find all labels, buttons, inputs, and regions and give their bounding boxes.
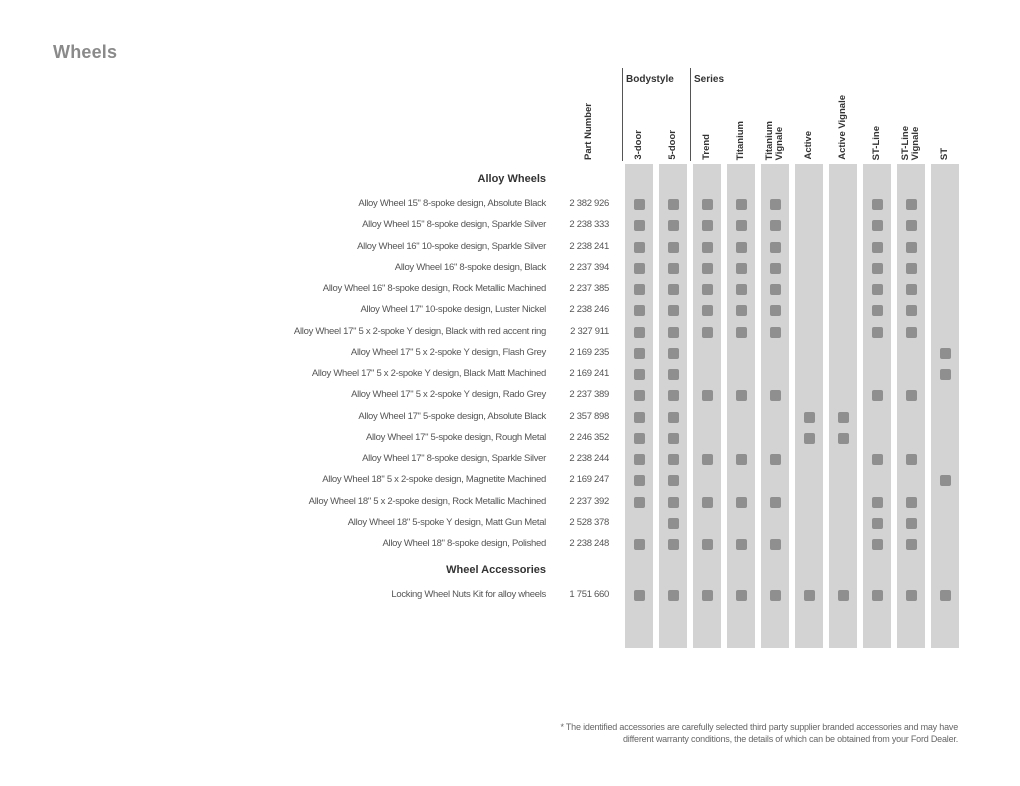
- row-part-number: 2 237 394: [569, 261, 609, 273]
- availability-dot: [770, 539, 781, 550]
- availability-dot: [872, 497, 883, 508]
- availability-dot: [668, 539, 679, 550]
- column-header-label: 5-door: [667, 130, 678, 160]
- availability-dot: [872, 220, 883, 231]
- availability-dot: [634, 305, 645, 316]
- availability-dot: [940, 369, 951, 380]
- row-label: Alloy Wheel 17" 5-spoke design, Absolute Black: [358, 410, 546, 422]
- availability-dot: [634, 412, 645, 423]
- availability-dot: [668, 390, 679, 401]
- row-part-number: 2 327 911: [570, 325, 609, 337]
- row-part-number: 2 382 926: [569, 198, 609, 209]
- availability-dot: [736, 454, 747, 465]
- column-bar-9: [931, 164, 959, 648]
- availability-dot: [906, 497, 917, 508]
- availability-dot: [634, 454, 645, 465]
- row-part-number: 2 357 898: [569, 410, 609, 422]
- availability-dot: [736, 242, 747, 253]
- availability-dot: [668, 242, 679, 253]
- row-label: Alloy Wheel 15" 8-spoke design, Sparkle Silver: [362, 219, 546, 231]
- availability-dot: [940, 348, 951, 359]
- row-label: Alloy Wheel 17" 5 x 2-spoke Y design, Black Matt Machined: [311, 368, 546, 379]
- availability-dot: [634, 475, 645, 486]
- row-label: Alloy Wheel 17" 5 x 2-spoke Y design, Black with red accent ring: [293, 325, 546, 337]
- availability-dot: [872, 539, 883, 550]
- availability-dot: [634, 242, 645, 253]
- availability-dot: [906, 199, 917, 210]
- availability-dot: [668, 518, 679, 529]
- row-part-number: 2 238 246: [569, 304, 609, 316]
- column-header-label: Active: [803, 131, 814, 160]
- availability-dot: [906, 590, 917, 601]
- row-label: Alloy Wheel 18" 5 x 2-spoke design, Rock Metallic Machined: [308, 495, 546, 507]
- availability-dot: [702, 242, 713, 253]
- availability-dot: [770, 327, 781, 338]
- availability-dot: [906, 263, 917, 274]
- availability-dot: [770, 390, 781, 401]
- availability-dot: [906, 390, 917, 401]
- row-label: Alloy Wheel 18" 8-spoke design, Polished: [382, 538, 546, 549]
- column-bar-4: [761, 164, 789, 648]
- row-label: Alloy Wheel 16" 10-spoke design, Sparkle Silver: [357, 240, 546, 252]
- row-label: Alloy Wheel 17" 5 x 2-spoke Y design, Rado Grey: [351, 389, 546, 401]
- page-title: Wheels: [53, 42, 118, 62]
- availability-dot: [668, 305, 679, 316]
- availability-dot: [668, 590, 679, 601]
- row-label: Alloy Wheel 17" 5 x 2-spoke Y design, Flash Grey: [350, 346, 546, 358]
- column-bar-3: [727, 164, 755, 648]
- column-header-7: [863, 126, 891, 160]
- row-part-number: 2 237 385: [569, 283, 609, 294]
- availability-dot: [634, 433, 645, 444]
- availability-dot: [668, 475, 679, 486]
- availability-dot: [736, 284, 747, 295]
- availability-dot: [634, 369, 645, 380]
- column-header-label: 3-door: [633, 130, 644, 160]
- availability-dot: [702, 305, 713, 316]
- availability-dot: [702, 199, 713, 210]
- availability-dot: [872, 199, 883, 210]
- column-header-label: ST-Line Vignale: [900, 125, 921, 160]
- availability-dot: [736, 590, 747, 601]
- availability-dot: [770, 454, 781, 465]
- availability-dot: [906, 327, 917, 338]
- bodystyle-divider: [622, 68, 623, 161]
- availability-dot: [770, 199, 781, 210]
- availability-dot: [634, 327, 645, 338]
- row-label: Alloy Wheel 17" 5-spoke design, Rough Metal: [365, 431, 546, 443]
- availability-dot: [940, 475, 951, 486]
- availability-dot: [634, 497, 645, 508]
- bodystyle-group-label: Bodystyle: [626, 74, 674, 85]
- column-bar-2: [693, 164, 721, 648]
- availability-dot: [940, 590, 951, 601]
- availability-dot: [770, 497, 781, 508]
- availability-dot: [736, 539, 747, 550]
- availability-dot: [634, 348, 645, 359]
- availability-dot: [906, 518, 917, 529]
- availability-dot: [668, 497, 679, 508]
- availability-dot: [872, 242, 883, 253]
- column-header-label: Active Vignale: [837, 95, 848, 160]
- availability-dot: [668, 412, 679, 423]
- availability-dot: [906, 220, 917, 231]
- availability-dot: [634, 284, 645, 295]
- availability-dot: [668, 327, 679, 338]
- row-label: Alloy Wheel 16" 8-spoke design, Black: [394, 261, 546, 273]
- availability-dot: [838, 412, 849, 423]
- column-header-2: [693, 134, 721, 160]
- column-bar-6: [829, 164, 857, 648]
- availability-dot: [736, 390, 747, 401]
- availability-dot: [770, 263, 781, 274]
- row-part-number: 2 237 389: [569, 389, 609, 401]
- row-part-number: 2 246 352: [569, 431, 609, 443]
- column-header-label: Titanium: [735, 120, 746, 160]
- availability-dot: [668, 348, 679, 359]
- row-part-number: 2 238 248: [569, 538, 609, 549]
- column-header-8: [897, 126, 925, 160]
- availability-dot: [634, 590, 645, 601]
- column-bar-5: [795, 164, 823, 648]
- column-header-9: [931, 148, 959, 160]
- availability-dot: [906, 454, 917, 465]
- availability-dot: [770, 590, 781, 601]
- row-part-number: 2 238 333: [569, 219, 609, 231]
- availability-dot: [736, 220, 747, 231]
- availability-dot: [736, 305, 747, 316]
- availability-dot: [702, 263, 713, 274]
- availability-dot: [702, 539, 713, 550]
- availability-dot: [872, 590, 883, 601]
- availability-dot: [736, 327, 747, 338]
- row-part-number: 2 528 378: [569, 516, 609, 528]
- availability-dot: [906, 305, 917, 316]
- availability-dot: [702, 220, 713, 231]
- column-header-5: [795, 131, 823, 160]
- availability-dot: [634, 390, 645, 401]
- column-header-3: [727, 121, 755, 160]
- column-header-label: ST-Line: [871, 125, 882, 160]
- availability-dot: [872, 454, 883, 465]
- availability-dot: [702, 327, 713, 338]
- column-header-0: [625, 130, 653, 160]
- availability-dot: [634, 263, 645, 274]
- column-bar-1: [659, 164, 687, 648]
- row-label: Locking Wheel Nuts Kit for alloy wheels: [391, 588, 546, 600]
- availability-dot: [634, 539, 645, 550]
- row-label: Alloy Wheel 17" 10-spoke design, Luster Nickel: [360, 304, 546, 316]
- availability-dot: [702, 454, 713, 465]
- column-header-1: [659, 130, 687, 160]
- availability-dot: [872, 263, 883, 274]
- row-label: Alloy Wheel 17" 8-spoke design, Sparkle Silver: [362, 453, 546, 464]
- column-bar-0: [625, 164, 653, 648]
- availability-dot: [906, 539, 917, 550]
- availability-dot: [736, 497, 747, 508]
- row-part-number: 2 169 241: [569, 368, 609, 379]
- availability-dot: [702, 590, 713, 601]
- availability-dot: [702, 390, 713, 401]
- availability-dot: [668, 454, 679, 465]
- availability-dot: [872, 305, 883, 316]
- row-label: Alloy Wheel 18" 5 x 2-spoke design, Magnetite Machined: [322, 474, 546, 486]
- availability-dot: [872, 390, 883, 401]
- availability-dot: [838, 433, 849, 444]
- availability-dot: [668, 220, 679, 231]
- column-bar-7: [863, 164, 891, 648]
- availability-dot: [736, 263, 747, 274]
- row-part-number: 2 238 244: [569, 453, 609, 464]
- footnote: * The identified accessories are carefully selected third party supplier branded accessories and may have different warranty conditions, the details of which can be obtained from your Ford Dealer.: [560, 722, 958, 744]
- availability-dot: [906, 242, 917, 253]
- availability-dot: [804, 433, 815, 444]
- availability-dot: [872, 284, 883, 295]
- column-header-label: Trend: [701, 134, 712, 160]
- row-label: Alloy Wheel 18" 5-spoke Y design, Matt Gun Metal: [347, 516, 546, 528]
- availability-dot: [668, 284, 679, 295]
- column-header-6: [829, 95, 857, 160]
- part-number-header: Part Number: [582, 102, 594, 160]
- availability-dot: [668, 433, 679, 444]
- row-label: Alloy Wheel 16" 8-spoke design, Rock Metallic Machined: [322, 283, 546, 294]
- section-title: Alloy Wheels: [477, 173, 546, 185]
- availability-dot: [668, 199, 679, 210]
- row-label: Alloy Wheel 15" 8-spoke design, Absolute Black: [358, 198, 546, 209]
- series-divider: [690, 68, 691, 161]
- availability-dot: [770, 305, 781, 316]
- section-title: Wheel Accessories: [446, 563, 546, 576]
- availability-dot: [770, 284, 781, 295]
- availability-dot: [872, 518, 883, 529]
- availability-dot: [668, 263, 679, 274]
- availability-dot: [634, 199, 645, 210]
- column-header-4: [761, 121, 789, 160]
- availability-dot: [668, 369, 679, 380]
- availability-dot: [838, 590, 849, 601]
- series-group-label: Series: [694, 74, 725, 85]
- column-bar-8: [897, 164, 925, 648]
- availability-dot: [702, 284, 713, 295]
- availability-dot: [770, 242, 781, 253]
- availability-dot: [736, 199, 747, 210]
- availability-dot: [634, 220, 645, 231]
- row-part-number: 2 169 247: [569, 474, 609, 486]
- availability-dot: [906, 284, 917, 295]
- row-part-number: 2 238 241: [569, 240, 609, 252]
- availability-dot: [804, 590, 815, 601]
- row-part-number: 1 751 660: [569, 588, 609, 600]
- row-part-number: 2 237 392: [569, 495, 609, 507]
- availability-dot: [770, 220, 781, 231]
- column-header-label: Titanium Vignale: [764, 120, 785, 160]
- availability-dot: [872, 327, 883, 338]
- availability-dot: [702, 497, 713, 508]
- row-part-number: 2 169 235: [569, 346, 609, 358]
- availability-dot: [804, 412, 815, 423]
- column-header-label: ST: [939, 147, 950, 160]
